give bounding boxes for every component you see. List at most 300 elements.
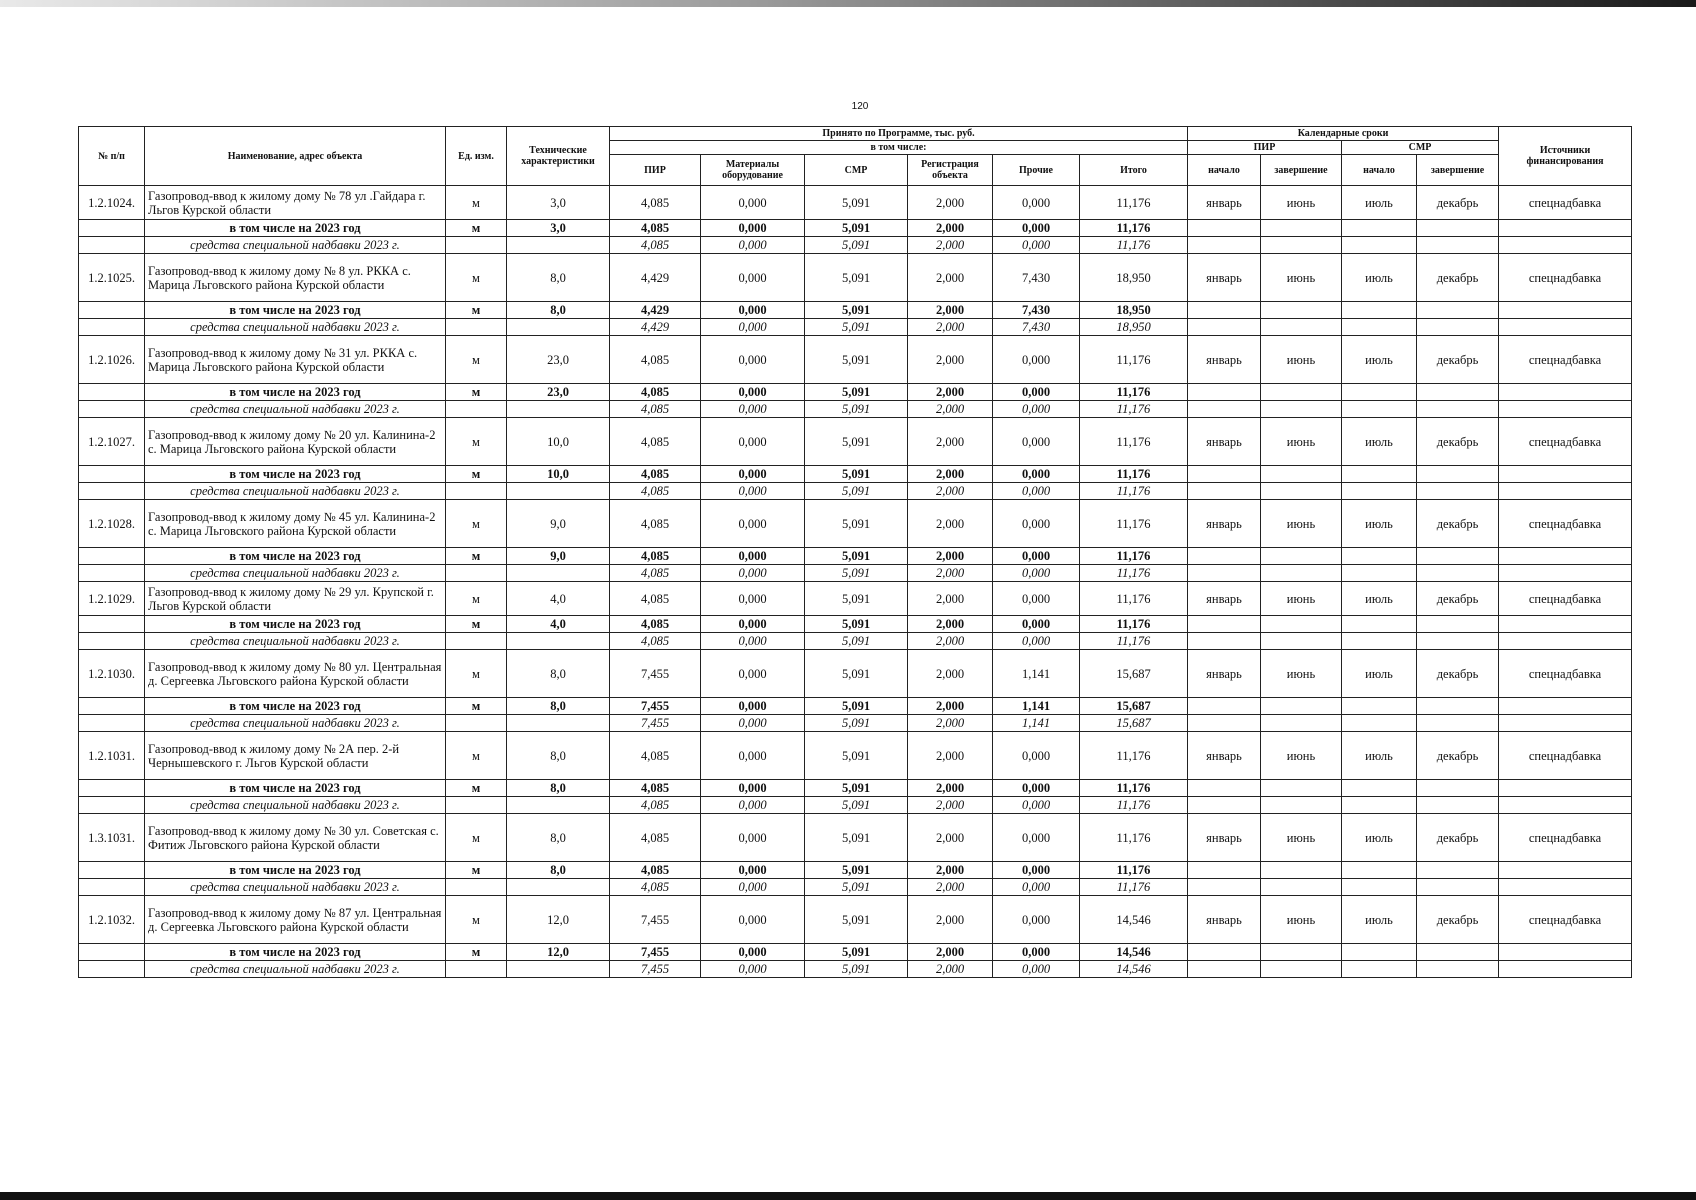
unit-cell: м <box>446 814 507 862</box>
source-cell: спецнадбавка <box>1499 500 1632 548</box>
pir-cell: 4,085 <box>610 565 701 582</box>
tech-cell: 23,0 <box>507 384 610 401</box>
empty-cell <box>1417 384 1499 401</box>
total-cell: 11,176 <box>1080 582 1188 616</box>
total-cell: 15,687 <box>1080 698 1188 715</box>
tech-cell: 8,0 <box>507 650 610 698</box>
tech-cell: 8,0 <box>507 814 610 862</box>
empty-cell <box>79 565 145 582</box>
funding-row <box>79 961 1632 978</box>
registration-cell: 2,000 <box>908 814 993 862</box>
object-name: Газопровод-ввод к жилому дому № 78 ул .Гайдара г. Льгов Курской области <box>145 186 446 220</box>
empty-cell <box>1261 384 1342 401</box>
row-number: 1.2.1031. <box>79 732 145 780</box>
empty-cell <box>1499 384 1632 401</box>
header-calendar: Календарные сроки <box>1188 127 1499 141</box>
empty-cell <box>446 715 507 732</box>
empty-cell <box>1342 483 1417 500</box>
funding-label: средства специальной надбавки 2023 г. <box>145 797 446 814</box>
source-cell: спецнадбавка <box>1499 254 1632 302</box>
pir-cell: 4,085 <box>610 862 701 879</box>
empty-cell <box>1417 483 1499 500</box>
subtotal-label: в том числе на 2023 год <box>145 220 446 237</box>
source-cell: спецнадбавка <box>1499 418 1632 466</box>
object-name: Газопровод-ввод к жилому дому № 8 ул. РККА с. Марица Льговского района Курской области <box>145 254 446 302</box>
funding-row <box>79 237 1632 254</box>
pir-end-cell: июнь <box>1261 582 1342 616</box>
funding-label: средства специальной надбавки 2023 г. <box>145 237 446 254</box>
smr-cell: 5,091 <box>805 797 908 814</box>
total-cell: 11,176 <box>1080 186 1188 220</box>
total-cell: 11,176 <box>1080 401 1188 418</box>
mat-cell: 0,000 <box>701 466 805 483</box>
empty-cell <box>1261 698 1342 715</box>
other-cell: 7,430 <box>993 254 1080 302</box>
smr-cell: 5,091 <box>805 582 908 616</box>
smr-end-cell: декабрь <box>1417 418 1499 466</box>
pir-start-cell: январь <box>1188 582 1261 616</box>
pir-cell: 4,085 <box>610 336 701 384</box>
empty-cell <box>1417 220 1499 237</box>
header-other: Прочие <box>993 155 1080 186</box>
smr-cell: 5,091 <box>805 698 908 715</box>
empty-cell <box>1499 961 1632 978</box>
tech-cell: 10,0 <box>507 418 610 466</box>
funding-row <box>79 879 1632 896</box>
subtotal-label: в том числе на 2023 год <box>145 698 446 715</box>
total-cell: 11,176 <box>1080 814 1188 862</box>
smr-end-cell: декабрь <box>1417 732 1499 780</box>
empty-cell <box>1417 401 1499 418</box>
empty-cell <box>1499 548 1632 565</box>
header-including: в том числе: <box>610 141 1188 155</box>
pir-end-cell: июнь <box>1261 814 1342 862</box>
empty-cell <box>79 237 145 254</box>
header-registration: Регистрация объекта <box>908 155 993 186</box>
total-cell: 14,546 <box>1080 961 1188 978</box>
tech-cell: 4,0 <box>507 616 610 633</box>
header-cal-smr: СМР <box>1342 141 1499 155</box>
unit-cell: м <box>446 780 507 797</box>
empty-cell <box>1188 319 1261 336</box>
materials-cell: 0,000 <box>701 814 805 862</box>
empty-cell <box>1417 548 1499 565</box>
smr-start-cell: июль <box>1342 814 1417 862</box>
total-cell: 18,950 <box>1080 254 1188 302</box>
empty-cell <box>507 319 610 336</box>
pir-cell: 4,429 <box>610 302 701 319</box>
funding-row <box>79 797 1632 814</box>
empty-cell <box>1188 384 1261 401</box>
total-cell: 11,176 <box>1080 418 1188 466</box>
pir-cell: 4,085 <box>610 483 701 500</box>
reg-cell: 2,000 <box>908 237 993 254</box>
empty-cell <box>1188 401 1261 418</box>
other-cell: 0,000 <box>993 401 1080 418</box>
total-cell: 11,176 <box>1080 565 1188 582</box>
subtotal-row <box>79 944 1632 961</box>
object-name: Газопровод-ввод к жилому дому № 20 ул. Калинина-2 с. Марица Льговского района Курской области <box>145 418 446 466</box>
pir-start-cell: январь <box>1188 732 1261 780</box>
pir-cell: 4,085 <box>610 797 701 814</box>
unit-cell: м <box>446 186 507 220</box>
table-row <box>79 582 1632 616</box>
empty-cell <box>79 797 145 814</box>
empty-cell <box>79 879 145 896</box>
reg-cell: 2,000 <box>908 548 993 565</box>
empty-cell <box>79 548 145 565</box>
smr-cell: 5,091 <box>805 879 908 896</box>
tech-cell: 3,0 <box>507 186 610 220</box>
other-cell: 0,000 <box>993 732 1080 780</box>
source-cell: спецнадбавка <box>1499 650 1632 698</box>
empty-cell <box>1188 483 1261 500</box>
subtotal-label: в том числе на 2023 год <box>145 944 446 961</box>
funding-row <box>79 483 1632 500</box>
registration-cell: 2,000 <box>908 336 993 384</box>
other-cell: 0,000 <box>993 961 1080 978</box>
pir-cell: 4,085 <box>610 237 701 254</box>
table-header <box>79 127 1632 186</box>
subtotal-row <box>79 220 1632 237</box>
empty-cell <box>1188 862 1261 879</box>
unit-cell: м <box>446 944 507 961</box>
empty-cell <box>79 944 145 961</box>
registration-cell: 2,000 <box>908 254 993 302</box>
total-cell: 15,687 <box>1080 715 1188 732</box>
unit-cell: м <box>446 254 507 302</box>
table-row <box>79 814 1632 862</box>
smr-cell: 5,091 <box>805 237 908 254</box>
pir-start-cell: январь <box>1188 896 1261 944</box>
empty-cell <box>1188 565 1261 582</box>
empty-cell <box>1417 466 1499 483</box>
total-cell: 11,176 <box>1080 336 1188 384</box>
empty-cell <box>79 715 145 732</box>
source-cell: спецнадбавка <box>1499 336 1632 384</box>
tech-cell: 8,0 <box>507 732 610 780</box>
total-cell: 14,546 <box>1080 896 1188 944</box>
empty-cell <box>1499 797 1632 814</box>
smr-end-cell: декабрь <box>1417 254 1499 302</box>
registration-cell: 2,000 <box>908 500 993 548</box>
unit-cell: м <box>446 336 507 384</box>
pir-start-cell: январь <box>1188 418 1261 466</box>
smr-cell: 5,091 <box>805 616 908 633</box>
tech-cell: 3,0 <box>507 220 610 237</box>
total-cell: 11,176 <box>1080 237 1188 254</box>
reg-cell: 2,000 <box>908 715 993 732</box>
empty-cell <box>1261 483 1342 500</box>
empty-cell <box>1261 319 1342 336</box>
pir-cell: 7,455 <box>610 715 701 732</box>
empty-cell <box>79 698 145 715</box>
empty-cell <box>1342 302 1417 319</box>
smr-end-cell: декабрь <box>1417 186 1499 220</box>
source-cell: спецнадбавка <box>1499 814 1632 862</box>
empty-cell <box>1499 401 1632 418</box>
reg-cell: 2,000 <box>908 862 993 879</box>
smr-cell: 5,091 <box>805 944 908 961</box>
empty-cell <box>1342 633 1417 650</box>
funding-label: средства специальной надбавки 2023 г. <box>145 715 446 732</box>
header-total: Итого <box>1080 155 1188 186</box>
empty-cell <box>1261 944 1342 961</box>
empty-cell <box>1261 401 1342 418</box>
reg-cell: 2,000 <box>908 698 993 715</box>
row-number: 1.2.1027. <box>79 418 145 466</box>
mat-cell: 0,000 <box>701 302 805 319</box>
smr-start-cell: июль <box>1342 254 1417 302</box>
table-row <box>79 418 1632 466</box>
empty-cell <box>79 862 145 879</box>
empty-cell <box>1342 384 1417 401</box>
reg-cell: 2,000 <box>908 780 993 797</box>
other-cell: 0,000 <box>993 616 1080 633</box>
scan-edge-bottom <box>0 1192 1696 1200</box>
subtotal-row <box>79 698 1632 715</box>
row-number: 1.2.1030. <box>79 650 145 698</box>
empty-cell <box>1188 237 1261 254</box>
other-cell: 0,000 <box>993 879 1080 896</box>
mat-cell: 0,000 <box>701 319 805 336</box>
empty-cell <box>1342 715 1417 732</box>
table-row <box>79 650 1632 698</box>
unit-cell: м <box>446 302 507 319</box>
subtotal-label: в том числе на 2023 год <box>145 616 446 633</box>
pir-cell: 7,455 <box>610 896 701 944</box>
empty-cell <box>1342 319 1417 336</box>
header-smr: СМР <box>805 155 908 186</box>
pir-start-cell: январь <box>1188 186 1261 220</box>
smr-cell: 5,091 <box>805 401 908 418</box>
other-cell: 0,000 <box>993 384 1080 401</box>
empty-cell <box>1499 616 1632 633</box>
empty-cell <box>1342 237 1417 254</box>
empty-cell <box>507 797 610 814</box>
object-name: Газопровод-ввод к жилому дому № 30 ул. Советская с. Фитиж Льговского района Курской области <box>145 814 446 862</box>
other-cell: 7,430 <box>993 302 1080 319</box>
empty-cell <box>1499 698 1632 715</box>
empty-cell <box>1342 466 1417 483</box>
header-smr-end: завершение <box>1417 155 1499 186</box>
mat-cell: 0,000 <box>701 633 805 650</box>
empty-cell <box>507 483 610 500</box>
empty-cell <box>1499 944 1632 961</box>
registration-cell: 2,000 <box>908 582 993 616</box>
empty-cell <box>1417 616 1499 633</box>
smr-cell: 5,091 <box>805 220 908 237</box>
empty-cell <box>1342 961 1417 978</box>
pir-end-cell: июнь <box>1261 418 1342 466</box>
funding-row <box>79 633 1632 650</box>
funding-label: средства специальной надбавки 2023 г. <box>145 319 446 336</box>
empty-cell <box>79 633 145 650</box>
pir-cell: 4,085 <box>610 548 701 565</box>
smr-cell: 5,091 <box>805 780 908 797</box>
empty-cell <box>1499 220 1632 237</box>
mat-cell: 0,000 <box>701 565 805 582</box>
mat-cell: 0,000 <box>701 401 805 418</box>
unit-cell: м <box>446 384 507 401</box>
empty-cell <box>1188 715 1261 732</box>
registration-cell: 2,000 <box>908 418 993 466</box>
materials-cell: 0,000 <box>701 582 805 616</box>
object-name: Газопровод-ввод к жилому дому № 87 ул. Центральная д. Сергеевка Льговского района Курской области <box>145 896 446 944</box>
materials-cell: 0,000 <box>701 418 805 466</box>
other-cell: 0,000 <box>993 336 1080 384</box>
pir-cell: 4,085 <box>610 732 701 780</box>
registration-cell: 2,000 <box>908 186 993 220</box>
reg-cell: 2,000 <box>908 565 993 582</box>
pir-cell: 7,455 <box>610 698 701 715</box>
pir-cell: 7,455 <box>610 944 701 961</box>
empty-cell <box>507 715 610 732</box>
smr-end-cell: декабрь <box>1417 500 1499 548</box>
empty-cell <box>79 466 145 483</box>
other-cell: 1,141 <box>993 650 1080 698</box>
empty-cell <box>1499 565 1632 582</box>
mat-cell: 0,000 <box>701 616 805 633</box>
mat-cell: 0,000 <box>701 698 805 715</box>
empty-cell <box>446 483 507 500</box>
object-name: Газопровод-ввод к жилому дому № 29 ул. Крупской г. Льгов Курской области <box>145 582 446 616</box>
subtotal-label: в том числе на 2023 год <box>145 780 446 797</box>
other-cell: 0,000 <box>993 814 1080 862</box>
materials-cell: 0,000 <box>701 732 805 780</box>
other-cell: 0,000 <box>993 582 1080 616</box>
header-accepted: Принято по Программе, тыс. руб. <box>610 127 1188 141</box>
empty-cell <box>1261 302 1342 319</box>
source-cell: спецнадбавка <box>1499 582 1632 616</box>
tech-cell: 23,0 <box>507 336 610 384</box>
reg-cell: 2,000 <box>908 616 993 633</box>
program-table <box>78 126 1632 978</box>
empty-cell <box>1342 879 1417 896</box>
smr-start-cell: июль <box>1342 336 1417 384</box>
reg-cell: 2,000 <box>908 384 993 401</box>
funding-label: средства специальной надбавки 2023 г. <box>145 483 446 500</box>
tech-cell: 8,0 <box>507 862 610 879</box>
other-cell: 0,000 <box>993 220 1080 237</box>
other-cell: 7,430 <box>993 319 1080 336</box>
empty-cell <box>1342 797 1417 814</box>
reg-cell: 2,000 <box>908 466 993 483</box>
total-cell: 11,176 <box>1080 483 1188 500</box>
row-number: 1.2.1025. <box>79 254 145 302</box>
smr-cell: 5,091 <box>805 186 908 220</box>
empty-cell <box>79 483 145 500</box>
header-unit: Ед. изм. <box>446 127 507 186</box>
mat-cell: 0,000 <box>701 780 805 797</box>
pir-cell: 4,085 <box>610 401 701 418</box>
tech-cell: 9,0 <box>507 500 610 548</box>
total-cell: 11,176 <box>1080 633 1188 650</box>
pir-end-cell: июнь <box>1261 732 1342 780</box>
empty-cell <box>1342 548 1417 565</box>
empty-cell <box>1499 319 1632 336</box>
mat-cell: 0,000 <box>701 862 805 879</box>
empty-cell <box>1342 944 1417 961</box>
empty-cell <box>1188 633 1261 650</box>
smr-end-cell: декабрь <box>1417 814 1499 862</box>
header-sources: Источники финансирования <box>1499 127 1632 186</box>
reg-cell: 2,000 <box>908 220 993 237</box>
other-cell: 0,000 <box>993 548 1080 565</box>
pir-cell: 4,085 <box>610 780 701 797</box>
total-cell: 11,176 <box>1080 732 1188 780</box>
other-cell: 0,000 <box>993 862 1080 879</box>
subtotal-row <box>79 302 1632 319</box>
funding-row <box>79 565 1632 582</box>
smr-cell: 5,091 <box>805 565 908 582</box>
empty-cell <box>507 961 610 978</box>
empty-cell <box>1188 466 1261 483</box>
object-name: Газопровод-ввод к жилому дому № 31 ул. РККА с. Марица Льговского района Курской области <box>145 336 446 384</box>
mat-cell: 0,000 <box>701 548 805 565</box>
empty-cell <box>1342 780 1417 797</box>
smr-cell: 5,091 <box>805 384 908 401</box>
pir-cell: 4,085 <box>610 186 701 220</box>
funding-row <box>79 319 1632 336</box>
total-cell: 11,176 <box>1080 220 1188 237</box>
pir-cell: 4,085 <box>610 220 701 237</box>
empty-cell <box>1417 944 1499 961</box>
empty-cell <box>1188 944 1261 961</box>
materials-cell: 0,000 <box>701 186 805 220</box>
empty-cell <box>79 616 145 633</box>
pir-end-cell: июнь <box>1261 500 1342 548</box>
empty-cell <box>1261 633 1342 650</box>
source-cell: спецнадбавка <box>1499 186 1632 220</box>
header-pir-end: завершение <box>1261 155 1342 186</box>
other-cell: 0,000 <box>993 944 1080 961</box>
smr-end-cell: декабрь <box>1417 336 1499 384</box>
table-row <box>79 732 1632 780</box>
subtotal-label: в том числе на 2023 год <box>145 548 446 565</box>
table-row <box>79 896 1632 944</box>
smr-cell: 5,091 <box>805 814 908 862</box>
mat-cell: 0,000 <box>701 797 805 814</box>
subtotal-row <box>79 466 1632 483</box>
source-cell: спецнадбавка <box>1499 732 1632 780</box>
materials-cell: 0,000 <box>701 896 805 944</box>
empty-cell <box>79 780 145 797</box>
empty-cell <box>1188 797 1261 814</box>
empty-cell <box>1499 862 1632 879</box>
reg-cell: 2,000 <box>908 944 993 961</box>
empty-cell <box>507 401 610 418</box>
other-cell: 0,000 <box>993 797 1080 814</box>
subtotal-row <box>79 616 1632 633</box>
pir-cell: 4,085 <box>610 616 701 633</box>
materials-cell: 0,000 <box>701 500 805 548</box>
unit-cell: м <box>446 862 507 879</box>
empty-cell <box>1499 780 1632 797</box>
reg-cell: 2,000 <box>908 879 993 896</box>
empty-cell <box>1417 698 1499 715</box>
subtotal-row <box>79 384 1632 401</box>
smr-cell: 5,091 <box>805 336 908 384</box>
smr-cell: 5,091 <box>805 418 908 466</box>
smr-cell: 5,091 <box>805 466 908 483</box>
empty-cell <box>1261 862 1342 879</box>
empty-cell <box>1499 483 1632 500</box>
subtotal-row <box>79 862 1632 879</box>
registration-cell: 2,000 <box>908 732 993 780</box>
smr-cell: 5,091 <box>805 548 908 565</box>
other-cell: 0,000 <box>993 483 1080 500</box>
